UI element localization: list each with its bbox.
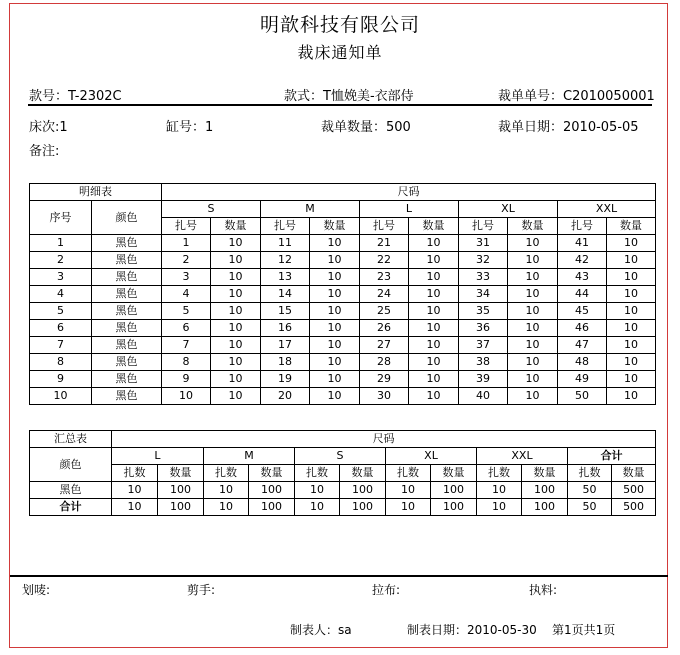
table-cell: 10 xyxy=(409,252,459,269)
bundle-header: 扎号 xyxy=(558,218,607,235)
table-cell: 10 xyxy=(607,388,656,405)
summary-cell: 100 xyxy=(522,482,568,499)
table-cell: 10 xyxy=(508,388,558,405)
summary-cell: 100 xyxy=(431,482,477,499)
table-cell: 黑色 xyxy=(92,320,162,337)
table-cell: 34 xyxy=(459,286,508,303)
detail-table xyxy=(29,183,656,405)
table-cell: 10 xyxy=(310,320,360,337)
cut-order-number: 裁单单号：C2010050001 xyxy=(498,89,655,104)
material-label: 执料: xyxy=(529,583,558,597)
table-cell: 10 xyxy=(310,286,360,303)
table-cell: 22 xyxy=(360,252,409,269)
table-row xyxy=(30,371,656,388)
qty-header: 数量 xyxy=(310,218,360,235)
table-row xyxy=(30,286,656,303)
table-row xyxy=(30,337,656,354)
summary-table-title: 汇总表 xyxy=(30,431,112,448)
table-cell: 21 xyxy=(360,235,409,252)
table-cell: 10 xyxy=(409,371,459,388)
style-name: 款式：T恤娩美-衣部侍 xyxy=(284,89,414,104)
summary-row xyxy=(30,499,656,516)
company-name: 明歆科技有限公司 xyxy=(259,14,420,36)
table-cell: 38 xyxy=(459,354,508,371)
summary-cell: 10 xyxy=(204,482,249,499)
size-header: L xyxy=(360,201,459,218)
count-header: 扎数 xyxy=(204,465,249,482)
table-cell: 10 xyxy=(607,303,656,320)
table-cell: 10 xyxy=(409,235,459,252)
table-cell: 黑色 xyxy=(92,388,162,405)
table-cell: 10 xyxy=(508,235,558,252)
table-cell: 10 xyxy=(607,320,656,337)
qty-header: 数量 xyxy=(607,218,656,235)
header-divider xyxy=(28,104,652,106)
table-cell: 黑色 xyxy=(92,354,162,371)
size-header: S xyxy=(162,201,261,218)
table-cell: 10 xyxy=(409,303,459,320)
table-row xyxy=(30,320,656,337)
size-header: M xyxy=(261,201,360,218)
footer-divider xyxy=(10,575,668,577)
table-cell: 10 xyxy=(508,303,558,320)
size-header: XXL xyxy=(558,201,656,218)
table-cell: 43 xyxy=(558,269,607,286)
table-cell: 10 xyxy=(310,252,360,269)
summary-color-header: 颜色 xyxy=(30,448,112,482)
summary-cell: 10 xyxy=(477,482,522,499)
summary-cell: 100 xyxy=(249,482,295,499)
table-cell: 黑色 xyxy=(92,252,162,269)
table-cell: 10 xyxy=(508,337,558,354)
summary-size-header-cell: M xyxy=(204,448,295,465)
summary-cell: 10 xyxy=(112,482,158,499)
summary-cell: 100 xyxy=(522,499,568,516)
table-cell: 33 xyxy=(459,269,508,286)
table-cell: 10 xyxy=(508,252,558,269)
summary-cell: 10 xyxy=(295,482,340,499)
table-cell: 黑色 xyxy=(92,269,162,286)
table-cell: 10 xyxy=(508,269,558,286)
qty-header: 数量 xyxy=(522,465,568,482)
summary-cell: 黑色 xyxy=(30,482,112,499)
table-cell: 27 xyxy=(360,337,409,354)
table-cell: 3 xyxy=(30,269,92,286)
bed-number: 床次:1 xyxy=(29,120,68,135)
summary-table xyxy=(29,430,656,516)
seq-header: 序号 xyxy=(30,201,92,235)
summary-cell: 10 xyxy=(477,499,522,516)
summary-total-header: 合计 xyxy=(568,448,656,465)
table-row xyxy=(30,252,656,269)
summary-size-header-cell: XL xyxy=(386,448,477,465)
table-cell: 10 xyxy=(409,388,459,405)
size-header: XL xyxy=(459,201,558,218)
table-cell: 9 xyxy=(162,371,211,388)
table-cell: 42 xyxy=(558,252,607,269)
table-cell: 44 xyxy=(558,286,607,303)
table-cell: 10 xyxy=(607,371,656,388)
spreader-label: 拉布: xyxy=(372,583,401,597)
summary-cell: 50 xyxy=(568,499,612,516)
table-cell: 10 xyxy=(310,269,360,286)
table-cell: 4 xyxy=(30,286,92,303)
table-cell: 5 xyxy=(30,303,92,320)
table-cell: 3 xyxy=(162,269,211,286)
prepared-date: 制表日期：2010-05-30 xyxy=(407,623,537,637)
table-cell: 4 xyxy=(162,286,211,303)
qty-header: 数量 xyxy=(409,218,459,235)
table-cell: 16 xyxy=(261,320,310,337)
table-cell: 10 xyxy=(607,354,656,371)
table-cell: 41 xyxy=(558,235,607,252)
table-cell: 10 xyxy=(508,371,558,388)
table-cell: 17 xyxy=(261,337,310,354)
color-header: 颜色 xyxy=(92,201,162,235)
page-indicator: 第1页共1页 xyxy=(552,623,616,637)
table-row xyxy=(30,235,656,252)
table-row xyxy=(30,388,656,405)
table-cell: 10 xyxy=(310,388,360,405)
table-cell: 46 xyxy=(558,320,607,337)
table-cell: 10 xyxy=(211,371,261,388)
cutter-label: 剪手: xyxy=(187,583,216,597)
table-cell: 10 xyxy=(211,388,261,405)
table-cell: 10 xyxy=(310,371,360,388)
summary-cell: 500 xyxy=(612,499,656,516)
document-title: 裁床通知单 xyxy=(297,43,383,62)
table-cell: 10 xyxy=(310,235,360,252)
table-cell: 黑色 xyxy=(92,371,162,388)
table-cell: 39 xyxy=(459,371,508,388)
table-cell: 1 xyxy=(30,235,92,252)
summary-size-header: 尺码 xyxy=(112,431,656,448)
summary-cell: 10 xyxy=(386,499,431,516)
qty-header: 数量 xyxy=(612,465,656,482)
table-cell: 10 xyxy=(607,269,656,286)
table-cell: 黑色 xyxy=(92,286,162,303)
table-cell: 10 xyxy=(409,337,459,354)
count-header: 扎数 xyxy=(477,465,522,482)
table-cell: 10 xyxy=(607,286,656,303)
table-cell: 47 xyxy=(558,337,607,354)
summary-cell: 10 xyxy=(204,499,249,516)
table-cell: 10 xyxy=(310,303,360,320)
table-cell: 20 xyxy=(261,388,310,405)
count-header: 扎数 xyxy=(386,465,431,482)
table-cell: 黑色 xyxy=(92,303,162,320)
table-cell: 10 xyxy=(508,320,558,337)
qty-header: 数量 xyxy=(211,218,261,235)
table-cell: 黑色 xyxy=(92,337,162,354)
table-cell: 10 xyxy=(211,354,261,371)
remark: 备注: xyxy=(29,144,60,159)
qty-header: 数量 xyxy=(340,465,386,482)
summary-cell: 100 xyxy=(158,482,204,499)
table-cell: 35 xyxy=(459,303,508,320)
table-cell: 50 xyxy=(558,388,607,405)
table-cell: 30 xyxy=(360,388,409,405)
table-cell: 5 xyxy=(162,303,211,320)
table-cell: 14 xyxy=(261,286,310,303)
table-cell: 10 xyxy=(211,269,261,286)
summary-size-header-cell: XXL xyxy=(477,448,568,465)
cut-date: 裁单日期：2010-05-05 xyxy=(498,120,639,135)
bundle-header: 扎号 xyxy=(261,218,310,235)
summary-cell: 50 xyxy=(568,482,612,499)
qty-header: 数量 xyxy=(508,218,558,235)
table-cell: 1 xyxy=(162,235,211,252)
table-cell: 40 xyxy=(459,388,508,405)
table-cell: 10 xyxy=(409,286,459,303)
table-cell: 29 xyxy=(360,371,409,388)
count-header: 扎数 xyxy=(112,465,158,482)
qty-header: 数量 xyxy=(158,465,204,482)
table-cell: 10 xyxy=(409,269,459,286)
summary-size-header-cell: L xyxy=(112,448,204,465)
count-header: 扎数 xyxy=(295,465,340,482)
detail-size-header: 尺码 xyxy=(162,184,656,201)
table-cell: 28 xyxy=(360,354,409,371)
table-cell: 10 xyxy=(607,252,656,269)
summary-cell: 10 xyxy=(295,499,340,516)
table-cell: 10 xyxy=(607,235,656,252)
summary-cell: 10 xyxy=(112,499,158,516)
table-cell: 8 xyxy=(30,354,92,371)
table-cell: 10 xyxy=(310,354,360,371)
count-header: 扎数 xyxy=(568,465,612,482)
summary-row xyxy=(30,482,656,499)
table-cell: 19 xyxy=(261,371,310,388)
table-cell: 11 xyxy=(261,235,310,252)
summary-cell: 100 xyxy=(340,482,386,499)
table-cell: 8 xyxy=(162,354,211,371)
table-row xyxy=(30,303,656,320)
table-cell: 37 xyxy=(459,337,508,354)
table-cell: 13 xyxy=(261,269,310,286)
bundle-header: 扎号 xyxy=(162,218,211,235)
table-cell: 10 xyxy=(211,286,261,303)
table-cell: 23 xyxy=(360,269,409,286)
bundle-header: 扎号 xyxy=(360,218,409,235)
table-cell: 10 xyxy=(211,320,261,337)
table-cell: 10 xyxy=(162,388,211,405)
summary-size-header-cell: S xyxy=(295,448,386,465)
summary-cell: 500 xyxy=(612,482,656,499)
summary-cell: 100 xyxy=(431,499,477,516)
bundle-header: 扎号 xyxy=(459,218,508,235)
table-cell: 24 xyxy=(360,286,409,303)
table-cell: 15 xyxy=(261,303,310,320)
table-cell: 45 xyxy=(558,303,607,320)
table-cell: 48 xyxy=(558,354,607,371)
table-cell: 26 xyxy=(360,320,409,337)
table-cell: 10 xyxy=(211,337,261,354)
table-cell: 36 xyxy=(459,320,508,337)
table-cell: 31 xyxy=(459,235,508,252)
table-cell: 49 xyxy=(558,371,607,388)
qty-header: 数量 xyxy=(431,465,477,482)
summary-cell: 100 xyxy=(249,499,295,516)
cut-quantity: 裁单数量：500 xyxy=(321,120,411,135)
preparer: 制表人：sa xyxy=(290,623,352,637)
summary-cell: 合计 xyxy=(30,499,112,516)
table-cell: 10 xyxy=(508,286,558,303)
table-cell: 6 xyxy=(30,320,92,337)
table-cell: 10 xyxy=(607,337,656,354)
style-number: 款号：T-2302C xyxy=(29,89,122,104)
vat-number: 缸号：1 xyxy=(166,120,214,135)
table-cell: 6 xyxy=(162,320,211,337)
table-cell: 10 xyxy=(508,354,558,371)
summary-cell: 10 xyxy=(386,482,431,499)
table-cell: 10 xyxy=(30,388,92,405)
marker-label: 划唛: xyxy=(22,583,51,597)
table-cell: 10 xyxy=(211,235,261,252)
table-cell: 10 xyxy=(409,354,459,371)
table-row xyxy=(30,269,656,286)
table-cell: 18 xyxy=(261,354,310,371)
detail-table-title: 明细表 xyxy=(30,184,162,201)
table-cell: 25 xyxy=(360,303,409,320)
table-cell: 10 xyxy=(211,252,261,269)
table-cell: 2 xyxy=(162,252,211,269)
table-cell: 9 xyxy=(30,371,92,388)
qty-header: 数量 xyxy=(249,465,295,482)
table-cell: 12 xyxy=(261,252,310,269)
summary-cell: 100 xyxy=(158,499,204,516)
table-cell: 10 xyxy=(409,320,459,337)
table-cell: 7 xyxy=(162,337,211,354)
table-cell: 10 xyxy=(310,337,360,354)
table-cell: 7 xyxy=(30,337,92,354)
table-row xyxy=(30,354,656,371)
summary-cell: 100 xyxy=(340,499,386,516)
table-cell: 黑色 xyxy=(92,235,162,252)
table-cell: 2 xyxy=(30,252,92,269)
table-cell: 32 xyxy=(459,252,508,269)
table-cell: 10 xyxy=(211,303,261,320)
